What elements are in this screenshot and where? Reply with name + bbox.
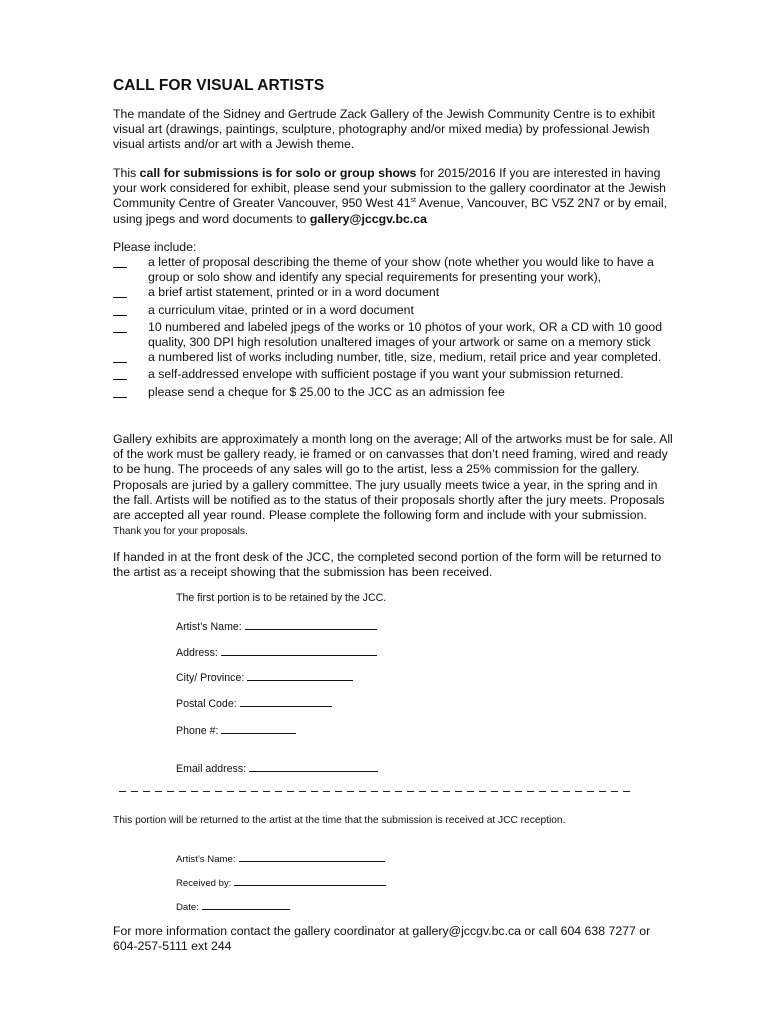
checkbox-line[interactable] (113, 367, 148, 384)
checklist-item: a curriculum vitae, printed or in a word document (113, 303, 673, 320)
checkbox-line[interactable] (113, 385, 148, 402)
mandate-paragraph: The mandate of the Sidney and Gertrude Zack Gallery of the Jewish Community Centre is to exhibit visual art (drawings, paintings, sculpture, photography and/or mixed media) by professional Jewish visual artists and/or art with a Jewish theme. (113, 107, 656, 152)
city-row: City/ Province: (176, 670, 353, 684)
checklist-item: please send a cheque for $ 25.00 to the JCC as an admission fee (113, 385, 673, 402)
call-text-sup: st (410, 197, 416, 205)
contact-footer: For more information contact the gallery coordinator at gallery@jccgv.bc.ca or call 604 638 7277 or 604-257-5111 ext 244 (113, 924, 651, 954)
checklist-item: 10 numbered and labeled jpegs of the works or 10 photos of your work, OR a CD with 10 good quality, 300 DPI high resolution unaltered images of your artwork or same on a memory stick (113, 320, 673, 350)
checkbox-line[interactable] (113, 320, 148, 350)
page-title: CALL FOR VISUAL ARTISTS (113, 77, 325, 94)
received-by-row: Received by: (176, 875, 386, 889)
date-row: Date: (176, 899, 290, 913)
first-portion-note: The first portion is to be retained by the JCC. (176, 592, 387, 604)
phone-field[interactable] (221, 723, 296, 734)
address-row: Address: (176, 645, 377, 659)
date-field[interactable] (202, 899, 290, 910)
cut-line-divider (119, 791, 631, 793)
phone-row: Phone #: (176, 723, 296, 737)
gallery-email: gallery@jccgv.bc.ca (309, 211, 427, 226)
call-text-post: Avenue, Vancouver, BC V5Z 2N7 or by email, using jpegs and word documents to (113, 196, 668, 226)
received-by-field[interactable] (234, 875, 386, 886)
receipt-artist-name-row: Artist’s Name: (176, 851, 385, 865)
handed-in-paragraph: If handed in at the front desk of the JCC, the completed second portion of the form will be returned to the artist as a receipt showing that the submission has been received. (113, 550, 662, 580)
checklist-item: a numbered list of works including number, title, size, medium, retail price and year completed. (113, 350, 673, 367)
postal-row: Postal Code: (176, 696, 332, 710)
city-province-field[interactable] (247, 670, 353, 681)
email-row: Email address: (176, 761, 378, 775)
address-field[interactable] (221, 645, 377, 656)
call-text-pre: This (113, 166, 140, 180)
checklist-item: a letter of proposal describing the theme of your show (note whether you would like to have a group or solo show and identify any special requirements for presenting your work), (113, 255, 673, 285)
checklist-item: a brief artist statement, printed or in a word document (113, 285, 673, 302)
call-text-mid: for 2015/2016 If you are interested in having your work considered for exhibit, please send your submission to the gallery coordinator at the Jewish Community Centre of Greater Vancouver, 950 West 41 (113, 166, 666, 211)
please-include-heading: Please include: (113, 240, 197, 254)
thanks-note: Thank you for your proposals. (113, 526, 248, 538)
artist-name-row: Artist’s Name: (176, 619, 377, 633)
email-field[interactable] (249, 761, 378, 772)
postal-code-field[interactable] (240, 696, 332, 707)
checkbox-line[interactable] (113, 303, 148, 320)
artist-name-field[interactable] (245, 619, 377, 630)
returned-portion-note: This portion will be returned to the artist at the time that the submission is received at JCC reception. (113, 815, 566, 826)
receipt-artist-name-field[interactable] (239, 851, 385, 862)
submission-checklist (113, 255, 673, 402)
call-paragraph (113, 166, 673, 227)
call-text-bold: call for submissions is for solo or group shows (139, 166, 417, 180)
exhibits-paragraph: Gallery exhibits are approximately a month long on the average; All of the artworks must be for sale. All of the work must be gallery ready, ie framed or on canvasses that don’t need framing, wired and ready to be hung. The proceeds of any sales will go to the artist, less a 25% commission for the gallery. Proposals are juried by a gallery committee. The jury usually meets twice a year, in the spring and in the fall. Artists will be notified as to the status of their proposals shortly after the jury meets. Proposals are accepted all year round. Please complete the following form and include with your submission. Thank you for your proposals. (113, 432, 673, 538)
checklist-item: a self-addressed envelope with sufficient postage if you want your submission returned. (113, 367, 673, 384)
checkbox-line[interactable] (113, 350, 148, 367)
checkbox-line[interactable] (113, 255, 148, 285)
checkbox-line[interactable] (113, 285, 148, 302)
